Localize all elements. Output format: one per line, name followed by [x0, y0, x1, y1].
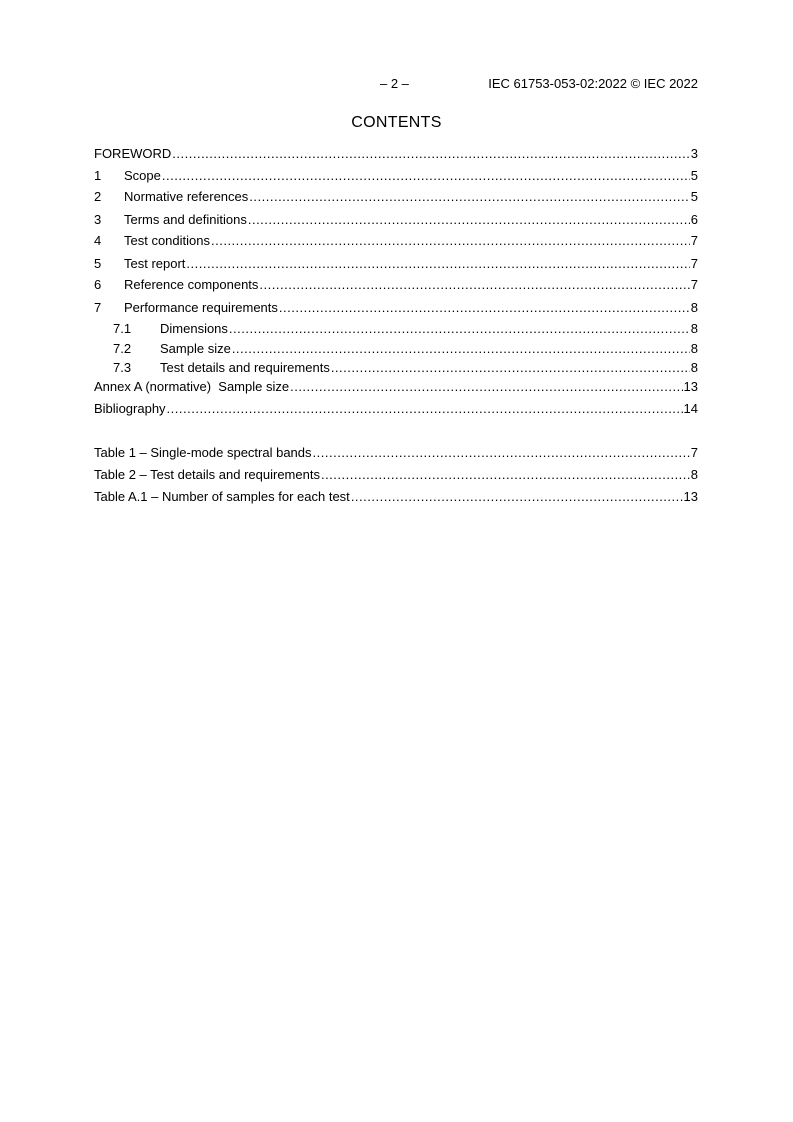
table-list-page: 7 — [690, 445, 698, 460]
page-header — [94, 76, 698, 92]
toc-entry-page: 14 — [683, 401, 698, 416]
toc-leader-dots — [162, 168, 690, 184]
toc-leader-dots — [259, 277, 689, 293]
toc-leader-dots — [290, 379, 682, 395]
toc-entry-performance-requirements[interactable] — [94, 300, 698, 316]
toc-entry-number: 7.3 — [113, 360, 132, 375]
toc-entry-label: Sample size — [160, 341, 231, 356]
toc-entry-label: Normative references — [124, 189, 249, 204]
toc-entry-foreword[interactable] — [94, 146, 698, 162]
toc-entry-page: 6 — [690, 212, 698, 227]
toc-entry-number: 6 — [94, 277, 102, 292]
contents-title: CONTENTS — [351, 114, 442, 131]
toc-entry-test-report[interactable] — [94, 256, 698, 272]
toc-entry-page: 8 — [690, 321, 698, 336]
toc-entry-bibliography[interactable] — [94, 401, 698, 417]
toc-entry-page: 8 — [690, 341, 698, 356]
toc-entry-page: 8 — [690, 360, 698, 375]
table-list-entry-table-a1[interactable] — [94, 489, 698, 505]
toc-leader-dots — [351, 489, 683, 505]
toc-entry-scope[interactable] — [94, 168, 698, 184]
toc-entry-label: Reference components — [124, 277, 259, 292]
toc-entry-label: Test details and requirements — [160, 360, 330, 375]
toc-entry-test-details[interactable] — [113, 360, 698, 376]
toc-leader-dots — [167, 401, 683, 417]
toc-leader-dots — [229, 321, 690, 337]
toc-entry-number: 4 — [94, 233, 102, 248]
table-list-page: 13 — [683, 489, 698, 504]
toc-entry-label: Terms and definitions — [124, 212, 247, 227]
toc-entry-label: Bibliography — [94, 401, 166, 416]
table-list-label: Table 1 – Single-mode spectral bands — [94, 445, 312, 460]
toc-entry-label: Scope — [124, 168, 161, 183]
page-number: – 2 – — [380, 76, 409, 91]
toc-leader-dots — [211, 233, 690, 249]
toc-entry-page: 7 — [690, 277, 698, 292]
toc-entry-page: 5 — [690, 189, 698, 204]
table-list-entry-table-1[interactable] — [94, 445, 698, 461]
table-list-label: Table A.1 – Number of samples for each test — [94, 489, 350, 504]
table-list-label: Table 2 – Test details and requirements — [94, 467, 320, 482]
toc-entry-number: 2 — [94, 189, 102, 204]
toc-leader-dots — [313, 445, 690, 461]
toc-entry-normative-references[interactable] — [94, 189, 698, 205]
toc-entry-page: 5 — [690, 168, 698, 183]
toc-entry-number: 5 — [94, 256, 102, 271]
toc-entry-number: 3 — [94, 212, 102, 227]
toc-entry-dimensions[interactable] — [113, 321, 698, 337]
toc-entry-label: Test conditions — [124, 233, 210, 248]
toc-entry-number: 1 — [94, 168, 102, 183]
toc-entry-page: 8 — [690, 300, 698, 315]
toc-entry-number: 7.2 — [113, 341, 132, 356]
toc-entry-label: FOREWORD — [94, 146, 172, 161]
toc-entry-label: Performance requirements — [124, 300, 278, 315]
table-list-page: 8 — [690, 467, 698, 482]
toc-entry-terms-and-definitions[interactable] — [94, 212, 698, 228]
document-id: IEC 61753-053-02:2022 © IEC 2022 — [488, 76, 698, 91]
toc-leader-dots — [248, 212, 690, 228]
toc-entry-page: 7 — [690, 256, 698, 271]
toc-leader-dots — [172, 146, 689, 162]
toc-leader-dots — [186, 256, 689, 272]
toc-leader-dots — [232, 341, 690, 357]
toc-entry-page: 13 — [683, 379, 698, 394]
toc-entry-sample-size[interactable] — [113, 341, 698, 357]
toc-entry-page: 3 — [690, 146, 698, 161]
toc-leader-dots — [279, 300, 690, 316]
toc-entry-page: 7 — [690, 233, 698, 248]
toc-entry-annex-a[interactable] — [94, 379, 698, 395]
toc-entry-number: 7 — [94, 300, 102, 315]
toc-entry-label: Test report — [124, 256, 186, 271]
toc-entry-reference-components[interactable] — [94, 277, 698, 293]
toc-leader-dots — [321, 467, 690, 483]
table-list-entry-table-2[interactable] — [94, 467, 698, 483]
toc-entry-test-conditions[interactable] — [94, 233, 698, 249]
toc-leader-dots — [331, 360, 690, 376]
toc-leader-dots — [249, 189, 689, 205]
toc-entry-number: 7.1 — [113, 321, 132, 336]
toc-entry-label: Annex A (normative) Sample size — [94, 379, 290, 394]
toc-entry-label: Dimensions — [160, 321, 228, 336]
